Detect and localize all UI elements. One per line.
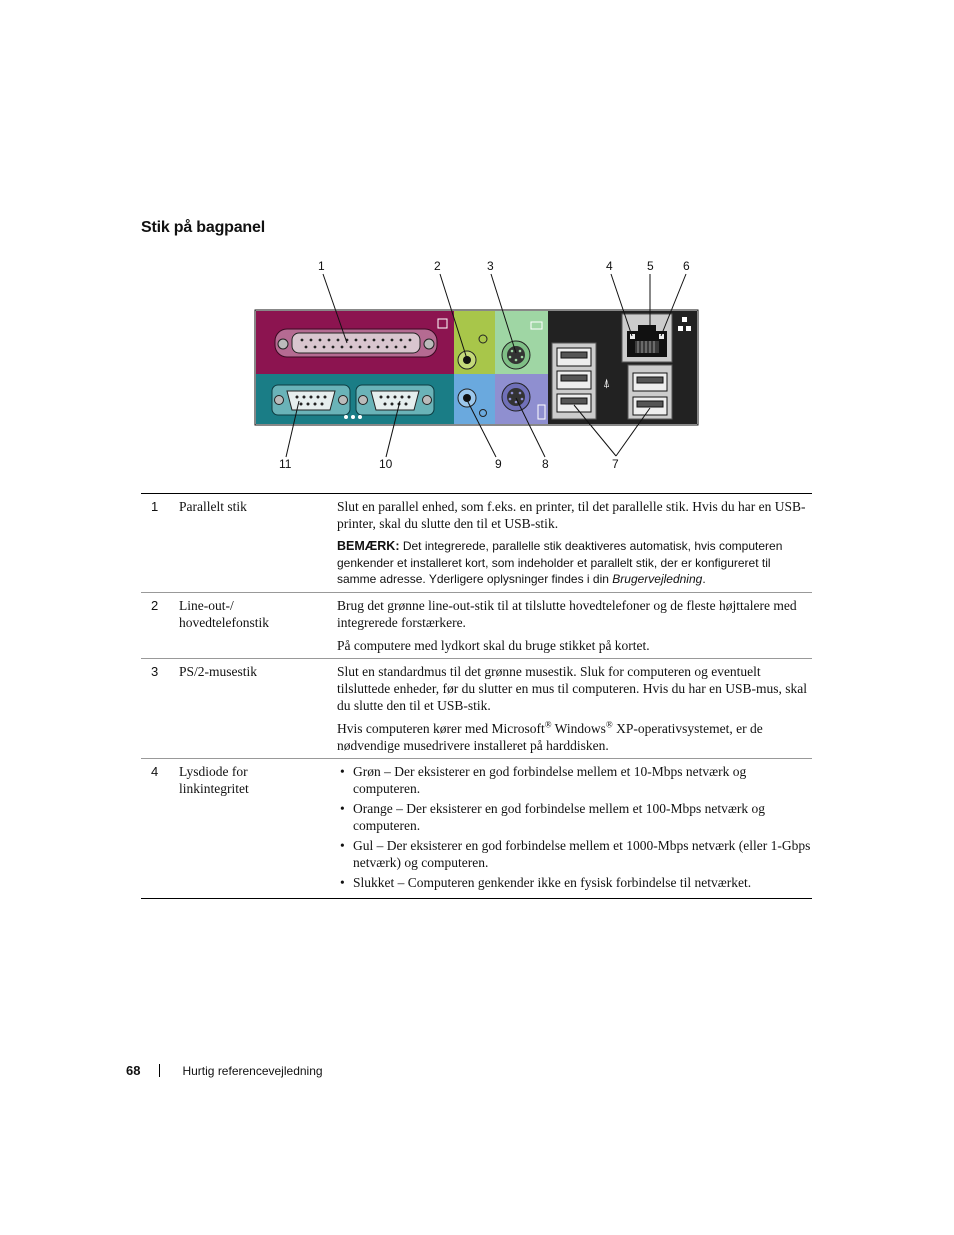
row-name	[179, 763, 337, 894]
callout-11: 11	[279, 457, 292, 471]
list-item: • Grøn – Der eksisterer en god forbindelse mellem et 10-Mbps netværk og computeren.	[337, 763, 812, 797]
note-text: Det integrerede, parallelle stik deaktiveres automatisk, hvis computeren genkender et installeret kort, som indeholder et parallelt stik, der er konfigureret til samme adresse. Yderligere oplysninger findes i din	[337, 539, 783, 586]
text-part: Hvis computeren kører med Microsoft	[337, 720, 545, 736]
row-number: 1	[151, 499, 159, 514]
footer-title: Hurtig referencevejledning	[182, 1063, 323, 1078]
row-number: 4	[151, 763, 159, 779]
led-status-list	[337, 763, 812, 891]
description-paragraph	[337, 720, 812, 754]
serial-connector-2	[356, 385, 434, 415]
callout-3: 3	[487, 259, 494, 273]
row-name: PS/2-musestik	[179, 663, 258, 679]
row-description	[337, 763, 812, 894]
usb-port-group-1	[557, 348, 591, 412]
callout-10: 10	[379, 457, 393, 471]
row-description	[337, 498, 812, 588]
row-name-line: linkintegritet	[179, 780, 249, 796]
page-footer	[126, 1063, 323, 1078]
callout-2: 2	[434, 259, 441, 273]
row-name-line: Lysdiode for	[179, 763, 248, 779]
note-block	[337, 538, 812, 588]
description-paragraph: Slut en standardmus til det grønne musestik. Sluk for computeren og eventuelt tilsluttede enheder, før du slutter en mus til computeren. Hvis du har en USB-mus, skal du slutte den til et USB-stik.	[337, 663, 807, 713]
section-heading: Stik på bagpanel	[141, 219, 265, 236]
list-item: • Gul – Der eksisterer en god forbindelse mellem et 1000-Mbps netværk (eller 1-Gbps netværk) og computeren.	[337, 837, 812, 871]
description-paragraph: Brug det grønne line-out-stik til at tilslutte hovedtelefoner og de fleste højttalere med integrerede forstærkere.	[337, 597, 797, 630]
callout-6: 6	[683, 259, 690, 273]
back-panel-diagram	[250, 255, 710, 475]
callout-8: 8	[542, 457, 549, 471]
text-part: XP-operativsystemet, er de nødvendige musedrivere installeret på harddisken.	[337, 720, 763, 753]
row-description	[337, 663, 812, 754]
callout-9: 9	[495, 457, 502, 471]
row-description	[337, 597, 812, 654]
row-name	[179, 597, 337, 654]
footer-divider	[159, 1064, 160, 1077]
table-row	[141, 659, 812, 759]
list-item: • Slukket – Computeren genkender ikke en fysisk forbindelse til netværket.	[337, 874, 812, 891]
serial-connector-1	[272, 385, 350, 415]
list-item: • Orange – Der eksisterer en god forbindelse mellem et 100-Mbps netværk og computeren.	[337, 800, 812, 834]
callout-4: 4	[606, 259, 613, 273]
table-row	[141, 759, 812, 899]
row-name-line: hovedtelefonstik	[179, 614, 269, 630]
note-ref: Brugervejledning	[612, 572, 703, 586]
connector-table	[141, 493, 812, 899]
serial-icon	[344, 415, 362, 419]
description-paragraph: På computere med lydkort skal du bruge stikket på kortet.	[337, 637, 650, 653]
callout-5: 5	[647, 259, 654, 273]
row-number: 3	[151, 663, 159, 679]
callout-1: 1	[318, 259, 325, 273]
table-row	[141, 593, 812, 659]
callout-7: 7	[612, 457, 619, 471]
link-led	[630, 334, 635, 339]
usb-icon: ⍋	[603, 376, 611, 390]
row-name: Parallelt stik	[179, 499, 247, 514]
text-part: Windows	[551, 720, 606, 736]
note-label: BEMÆRK:	[337, 539, 400, 553]
page-number: 68	[126, 1063, 141, 1078]
row-name-line: Line-out-/	[179, 597, 234, 613]
registered-mark: ®	[605, 719, 613, 729]
registered-mark: ®	[544, 719, 552, 729]
table-row	[141, 494, 812, 593]
row-number: 2	[151, 597, 159, 613]
note-end: .	[702, 572, 706, 586]
description-paragraph: Slut en parallel enhed, som f.eks. en printer, til det parallelle stik. Hvis du har en USB-printer, skal du slutte den til et USB-stik.	[337, 499, 806, 531]
